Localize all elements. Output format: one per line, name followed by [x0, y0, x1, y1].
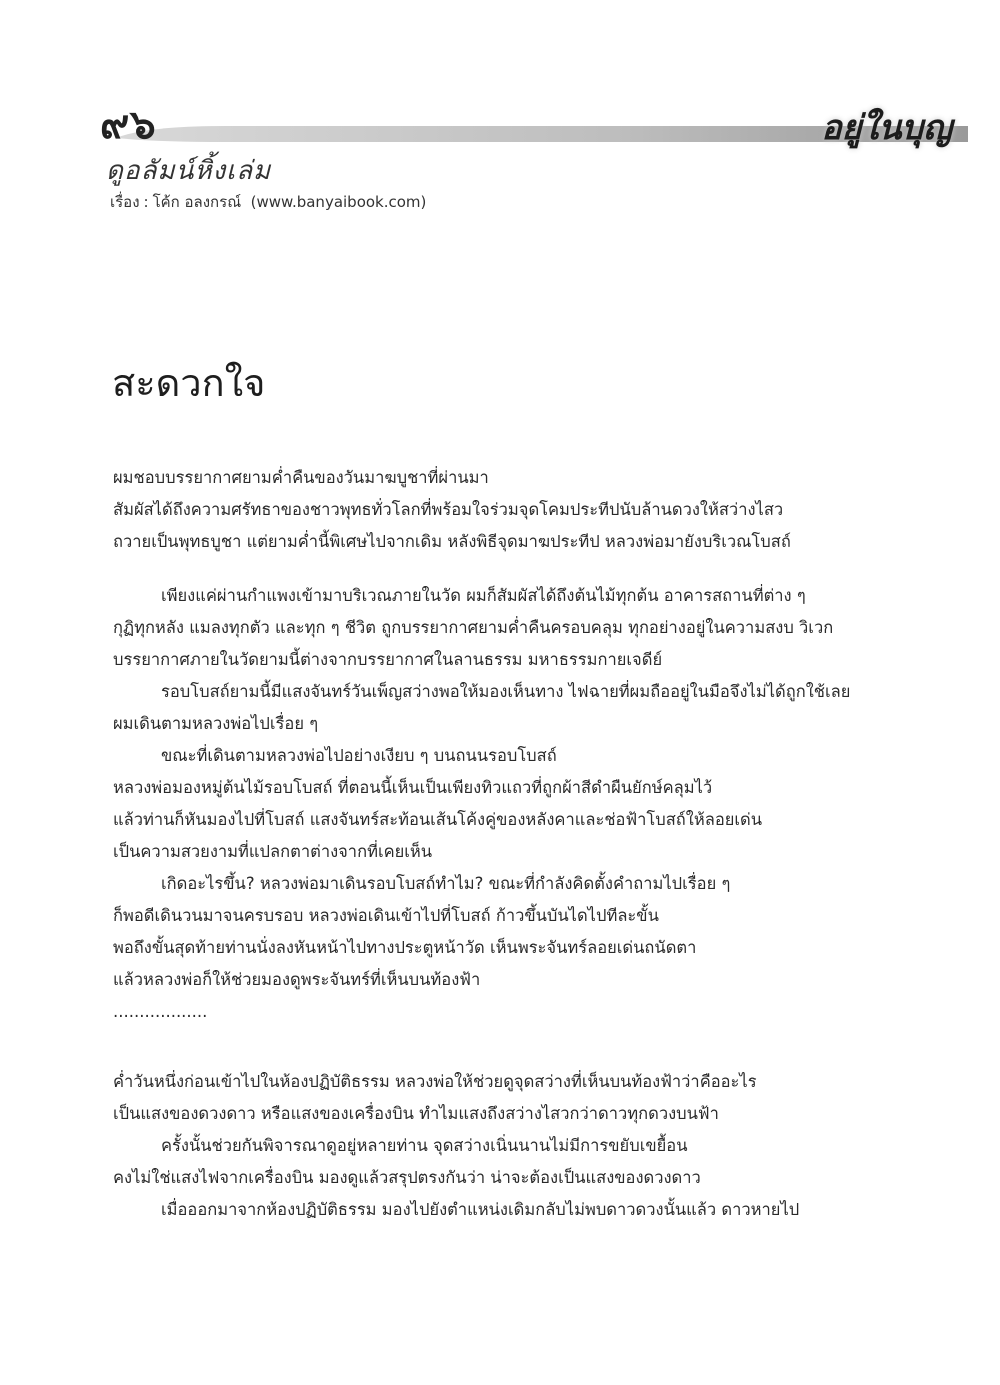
byline: เรื่อง : โค้ก อลงกรณ์ (www.banyaibook.com)	[110, 193, 427, 211]
paragraph-line: สัมผัสได้ถึงความศรัทธาของชาวพุทธทั่วโลกที่พร้อมใจร่วมจุดโคมประทีปนับล้านดวงให้สว่างไสว	[113, 500, 784, 519]
paragraph-line: กุฏิทุกหลัง แมลงทุกตัว และทุก ๆ ชีวิต ถูกบรรยากาศยามค่ำคืนครอบคลุม ทุกอย่างอยู่ในความสงบ วิเวก	[113, 618, 834, 637]
byline-website: (www.banyaibook.com)	[250, 193, 427, 211]
paragraph-line: บรรยากาศภายในวัดยามนี้ต่างจากบรรยากาศในลานธรรม มหาธรรมกายเจดีย์	[113, 650, 663, 669]
paragraph-line: ผมเดินตามหลวงพ่อไปเรื่อย ๆ	[113, 714, 319, 733]
paragraph-line: เกิดอะไรขึ้น? หลวงพ่อมาเดินรอบโบสถ์ทำไม? ขณะที่กำลังคิดตั้งคำถามไปเรื่อย ๆ	[161, 874, 731, 893]
byline-author: โค้ก อลงกรณ์	[152, 193, 242, 211]
paragraph-line: แล้วหลวงพ่อก็ให้ช่วยมองดูพระจันทร์ที่เห็นบนท้องฟ้า	[113, 970, 481, 989]
magazine-logo: อยู่ในบุญ	[821, 108, 952, 148]
paragraph-line: เป็นความสวยงามที่แปลกตาต่างจากที่เคยเห็น	[113, 842, 433, 861]
paragraph-line: ขณะที่เดินตามหลวงพ่อไปอย่างเงียบ ๆ บนถนนรอบโบสถ์	[161, 746, 557, 765]
article-title: สะดวกใจ	[112, 361, 266, 405]
paragraph-line: เมื่อออกมาจากห้องปฏิบัติธรรม มองไปยังตำแหน่งเดิมกลับไม่พบดาวดวงนั้นแล้ว ดาวหายไป	[161, 1200, 800, 1219]
article-body	[113, 462, 903, 1226]
paragraph-line: พอถึงขั้นสุดท้ายท่านนั่งลงหันหน้าไปทางประตูหน้าวัด เห็นพระจันทร์ลอยเด่นถนัดตา	[113, 938, 697, 957]
paragraph-line: ครั้งนั้นช่วยกันพิจารณาดูอยู่หลายท่าน จุดสว่างเนิ่นนานไม่มีการขยับเขยื้อน	[161, 1136, 688, 1155]
column-name: ดูอลัมน์หิ้งเล่ม	[106, 156, 272, 186]
paragraph-line: ค่ำวันหนึ่งก่อนเข้าไปในห้องปฏิบัติธรรม หลวงพ่อให้ช่วยดูจุดสว่างที่เห็นบนท้องฟ้าว่าคืออะไร	[113, 1072, 757, 1091]
paragraph-line: เป็นแสงของดวงดาว หรือแสงของเครื่องบิน ทำไมแสงถึงสว่างไสวกว่าดาวทุกดวงบนฟ้า	[113, 1104, 719, 1123]
paragraph-line: เพียงแค่ผ่านกำแพงเข้ามาบริเวณภายในวัด ผมก็สัมผัสได้ถึงต้นไม้ทุกต้น อาคารสถานที่ต่าง ๆ	[161, 586, 806, 605]
paragraph-line: ก็พอดีเดินวนมาจนครบรอบ หลวงพ่อเดินเข้าไปที่โบสถ์ ก้าวขึ้นบันไดไปทีละขั้น	[113, 906, 659, 925]
byline-label: เรื่อง	[110, 193, 140, 211]
paragraph-line: ผมชอบบรรยากาศยามค่ำคืนของวันมาฆบูชาที่ผ่านมา	[113, 468, 489, 487]
section-divider: ..................	[113, 1002, 208, 1021]
paragraph-line: หลวงพ่อมองหมู่ต้นไม้รอบโบสถ์ ที่ตอนนี้เห็นเป็นเพียงทิวแถวที่ถูกผ้าสีดำผืนยักษ์คลุมไว้	[113, 778, 713, 797]
paragraph-line: ถวายเป็นพุทธบูชา แต่ยามค่ำนี้พิเศษไปจากเดิม หลังพิธีจุดมาฆประทีป หลวงพ่อมายังบริเวณโบสถ์	[113, 532, 791, 551]
page-number: ๙๖	[100, 101, 157, 148]
paragraph-line: คงไม่ใช่แสงไฟจากเครื่องบิน มองดูแล้วสรุปตรงกันว่า น่าจะต้องเป็นแสงของดวงดาว	[113, 1168, 701, 1187]
paragraph-line: แล้วท่านก็หันมองไปที่โบสถ์ แสงจันทร์สะท้อนเส้นโค้งคู่ของหลังคาและช่อฟ้าโบสถ์ให้ลอยเด่น	[113, 810, 763, 829]
paragraph-line: รอบโบสถ์ยามนี้มีแสงจันทร์วันเพ็ญสว่างพอให้มองเห็นทาง ไฟฉายที่ผมถืออยู่ในมือจึงไม่ได้ถูกใช้เลย	[161, 682, 851, 701]
